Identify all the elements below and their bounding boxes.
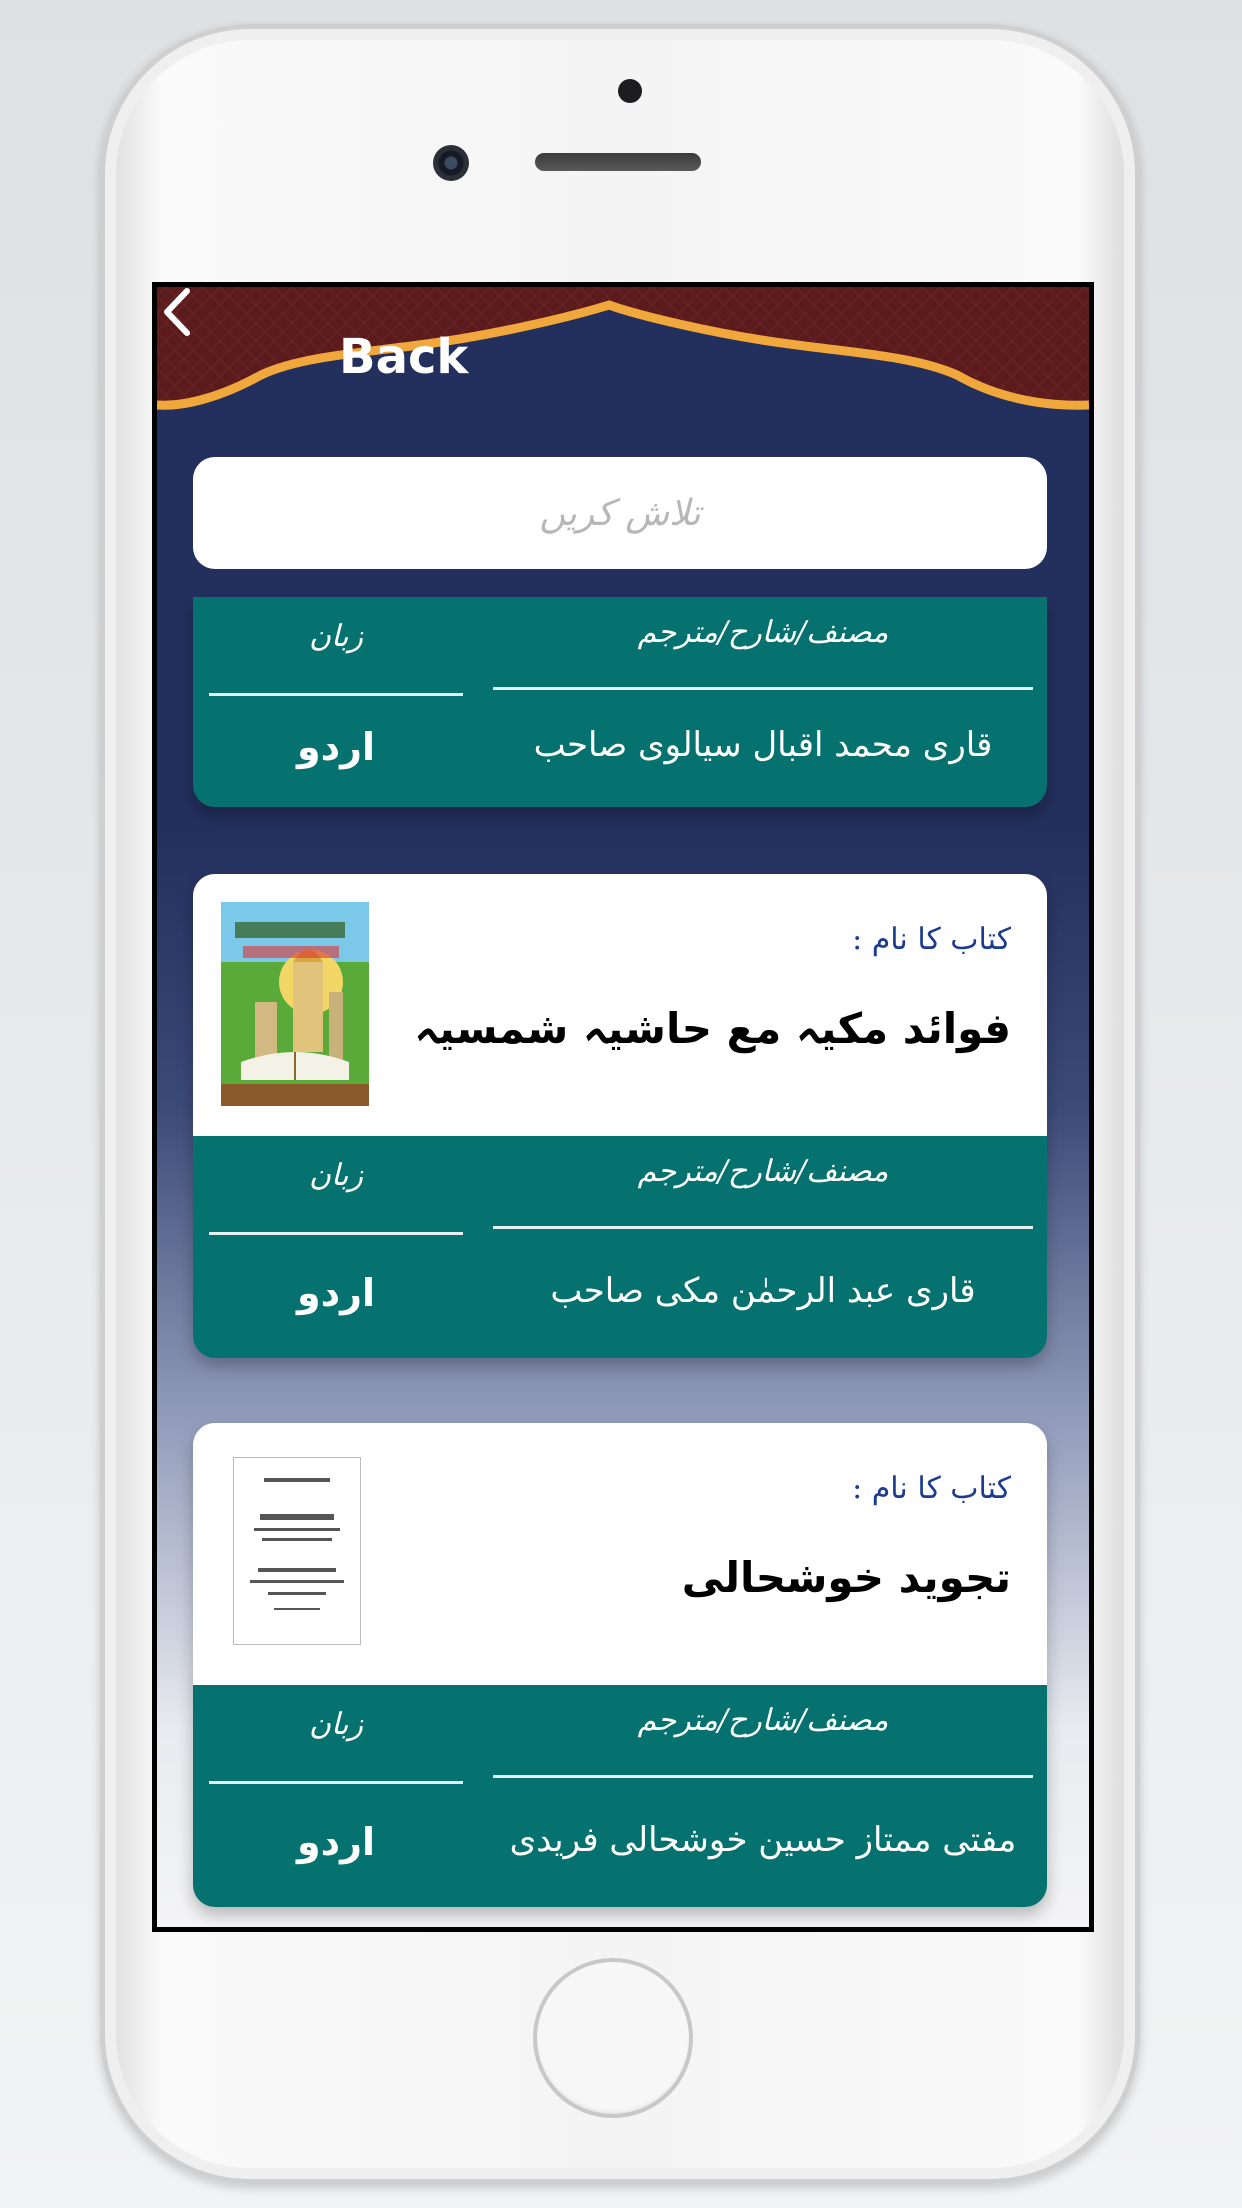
book-cover-image: [221, 902, 369, 1106]
header-ornament: [157, 287, 1089, 427]
language-value: اردو: [296, 1271, 376, 1315]
author-value: قاری محمد اقبال سیالوی صاحب: [533, 725, 993, 765]
divider: [493, 1226, 1033, 1229]
book-meta: [193, 1136, 1047, 1358]
book-title: فوائد مکیہ مع حاشیہ شمسیہ: [414, 1004, 1011, 1053]
book-header: [193, 874, 1047, 1136]
author-heading: مصنف/شارح/مترجم: [637, 615, 889, 650]
book-card[interactable]: [193, 597, 1047, 807]
proximity-sensor: [618, 79, 642, 103]
book-header: [193, 1423, 1047, 1685]
book-cover-image: [233, 1457, 361, 1645]
author-heading: مصنف/شارح/مترجم: [637, 1703, 889, 1738]
language-heading: زبان: [308, 619, 363, 654]
book-meta: [193, 1685, 1047, 1907]
search-placeholder: تلاش کریں: [539, 492, 701, 534]
divider: [209, 693, 463, 696]
divider: [209, 1781, 463, 1784]
language-heading: زبان: [308, 1158, 363, 1193]
book-meta: [193, 597, 1047, 807]
app-screen: [152, 282, 1094, 1932]
language-value: اردو: [296, 1820, 376, 1864]
header-bar: [157, 287, 1089, 427]
book-card[interactable]: [193, 874, 1047, 1358]
author-value: قاری عبد الرحمٰن مکی صاحب: [550, 1271, 976, 1311]
search-input[interactable]: [193, 457, 1047, 569]
divider: [493, 687, 1033, 690]
author-heading: مصنف/شارح/مترجم: [637, 1154, 889, 1189]
earpiece-speaker: [535, 153, 701, 171]
divider: [209, 1232, 463, 1235]
chevron-left-icon[interactable]: [157, 287, 197, 337]
author-value: مفتی ممتاز حسین خوشحالی فریدی: [509, 1820, 1017, 1860]
book-card[interactable]: [193, 1423, 1047, 1907]
book-title: تجوید خوشحالی: [681, 1553, 1011, 1602]
home-button[interactable]: [533, 1958, 693, 2118]
language-heading: زبان: [308, 1707, 363, 1742]
title-label: کتاب کا نام :: [852, 922, 1011, 957]
back-button[interactable]: Back: [339, 329, 469, 385]
language-value: اردو: [296, 725, 376, 769]
front-camera: [433, 145, 469, 181]
title-label: کتاب کا نام :: [852, 1471, 1011, 1506]
divider: [493, 1775, 1033, 1778]
